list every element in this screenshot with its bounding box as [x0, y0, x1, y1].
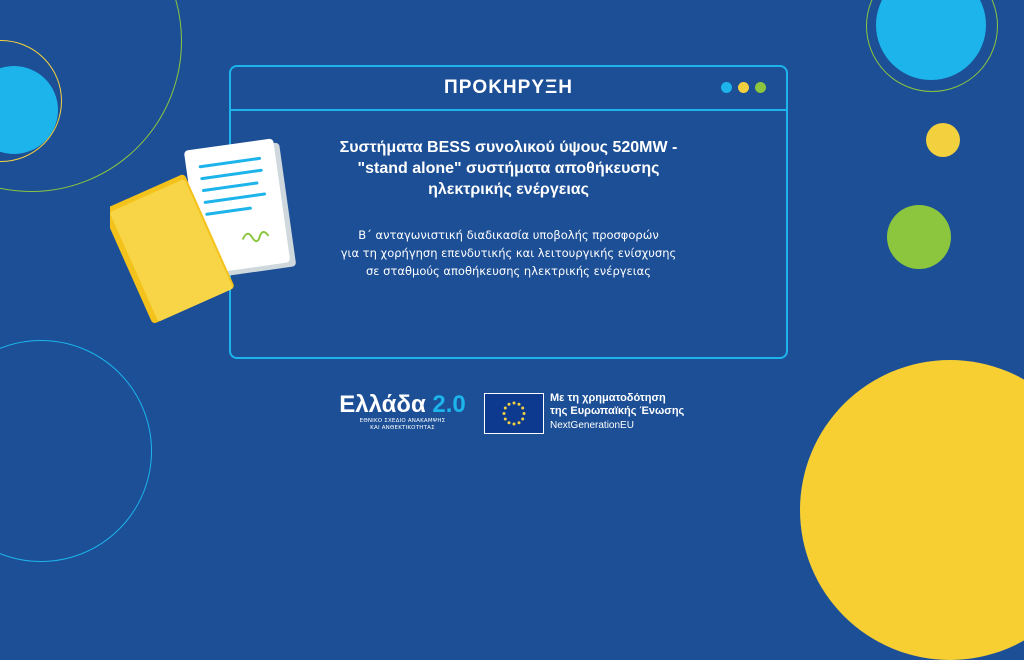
window-controls — [721, 82, 766, 93]
eu-funding-line: Με τη χρηματοδότηση — [550, 392, 666, 404]
window-dot-yellow-icon — [738, 82, 749, 93]
window-titlebar — [231, 67, 786, 111]
logo-subtitle-1: ΕΘΝΙΚΟ ΣΧΕΔΙΟ ΑΝΑΚΑΜΨΗΣ — [359, 418, 446, 424]
window-title: ΠΡΟΚΗΡΥΞΗ — [444, 77, 573, 98]
decor-circle-yellow-large — [800, 360, 1024, 660]
eu-funding-line: της Ευρωπαϊκής Ένωσης — [550, 405, 685, 417]
eu-flag-icon — [484, 393, 544, 434]
clipboard-icon — [110, 130, 310, 330]
logo-word: Ελλάδα — [339, 391, 426, 418]
description-line: σε σταθμούς αποθήκευσης ηλεκτρικής ενέργειας — [366, 264, 651, 278]
window-dot-blue-icon — [721, 82, 732, 93]
heading-line: "stand alone" συστήματα αποθήκευσης — [357, 160, 660, 177]
decor-ring — [0, 340, 152, 562]
decor-circle-yellow — [926, 123, 960, 157]
window-dot-green-icon — [755, 82, 766, 93]
logo-number: 2.0 — [432, 391, 466, 418]
heading-line: Συστήματα BESS συνολικού ύψους 520MW - — [339, 139, 678, 156]
window-body — [231, 137, 786, 280]
announcement-window — [229, 65, 788, 359]
next-generation-eu: NextGenerationEU — [550, 420, 634, 431]
greece-2-0-logo — [330, 392, 475, 432]
heading-line: ηλεκτρικής ενέργειας — [428, 181, 589, 198]
decor-circle-green — [887, 205, 951, 269]
announcement-description — [279, 226, 739, 280]
description-line: για τη χορήγηση επενδυτικής και λειτουργικής ενίσχυσης — [340, 246, 677, 260]
logo-subtitle-2: ΚΑΙ ΑΝΘΕΚΤΙΚΟΤΗΤΑΣ — [370, 425, 435, 431]
announcement-heading — [279, 137, 739, 200]
eu-funding-text — [550, 392, 684, 433]
description-line: Β΄ ανταγωνιστική διαδικασία υποβολής προσφορών — [358, 228, 659, 242]
